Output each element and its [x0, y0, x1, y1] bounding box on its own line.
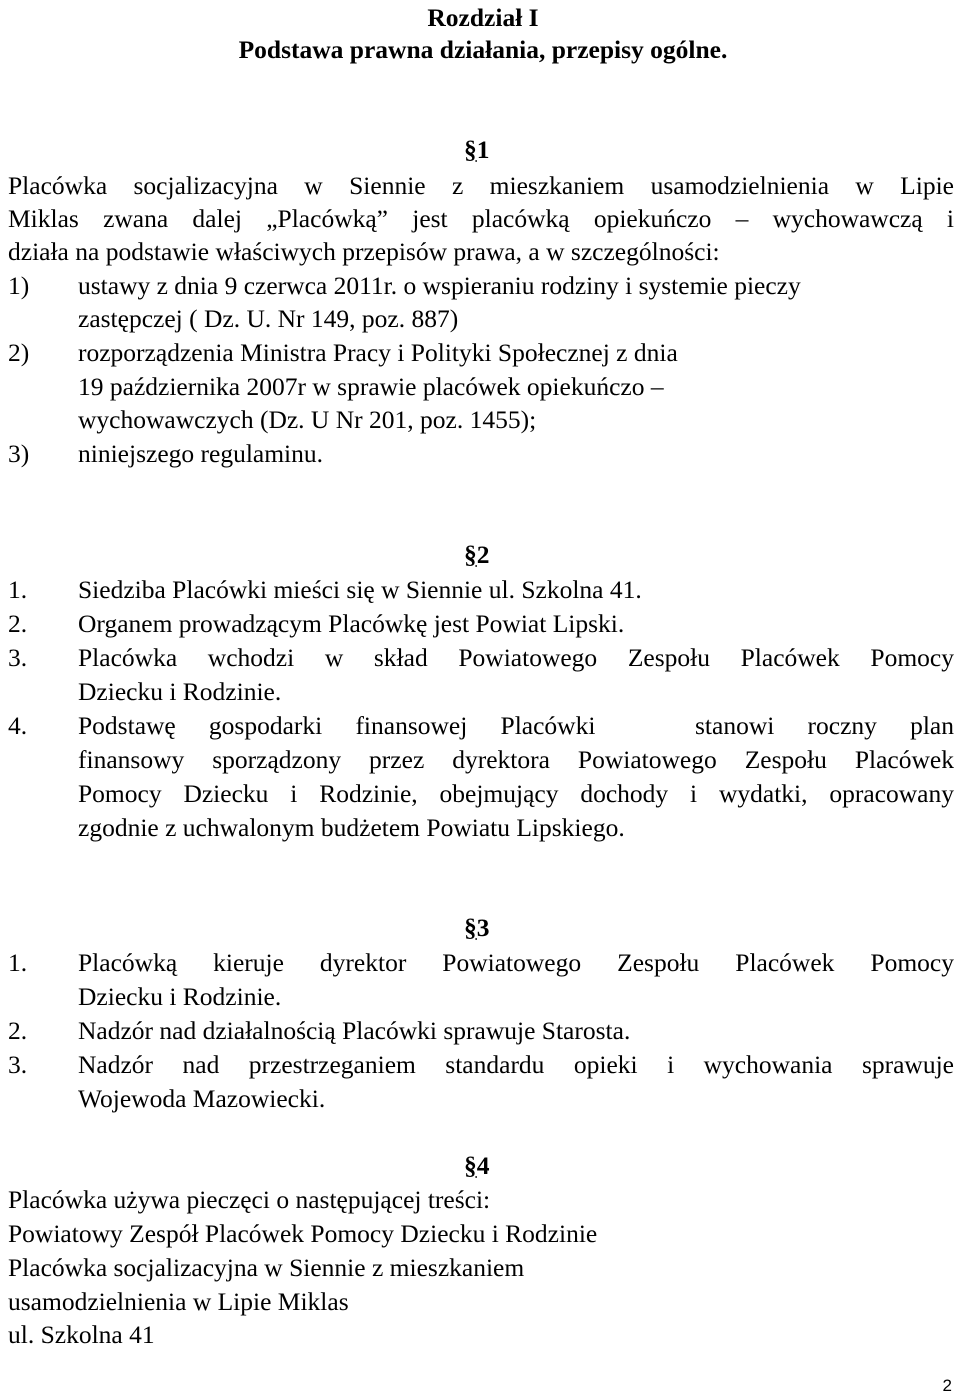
section-number: 4	[476, 1151, 490, 1180]
list-item-line: Podstawę gospodarki finansowej Placówki stanowi roczny plan	[78, 711, 954, 740]
list-item-number: 3.	[8, 1050, 28, 1079]
list-item-line: rozporządzenia Ministra Pracy i Polityki Społecznej z dnia	[78, 338, 678, 367]
list-item-number: 2.	[8, 609, 28, 638]
section-number: 2	[476, 540, 490, 569]
section-heading-2	[464, 539, 490, 572]
list-item-line: Nadzór nad przestrzeganiem standardu opieki i wychowania sprawuje	[78, 1050, 954, 1079]
paragraph-line: Placówka używa pieczęci o następującej treści:	[8, 1185, 491, 1214]
list-item-number: 1)	[8, 271, 30, 300]
list-item-line: Dziecku i Rodzinie.	[78, 677, 282, 706]
list-item-line: finansowy sporządzony przez dyrektora Powiatowego Zespołu Placówek	[78, 745, 954, 774]
list-item-line: niniejszego regulaminu.	[78, 439, 324, 468]
chapter-title: Rozdział I	[427, 3, 539, 32]
stamp-text-line: Powiatowy Zespół Placówek Pomocy Dziecku i Rodzinie	[8, 1219, 598, 1248]
paragraph-line: Placówka socjalizacyjna w Siennie z mieszkaniem usamodzielnienia w Lipie	[8, 171, 954, 200]
list-item-line: Dziecku i Rodzinie.	[78, 982, 282, 1011]
section-symbol: §	[464, 135, 477, 164]
list-item-number: 3)	[8, 439, 30, 468]
list-item-line: Wojewoda Mazowiecki.	[78, 1084, 326, 1113]
section-heading-1	[464, 134, 490, 167]
section-number: 1	[476, 135, 490, 164]
list-item-line: zgodnie z uchwalonym budżetem Powiatu Lipskiego.	[78, 813, 625, 842]
list-item-line: Placówką kieruje dyrektor Powiatowego Zespołu Placówek Pomocy	[78, 948, 954, 977]
paragraph-line: Miklas zwana dalej „Placówką” jest placówką opiekuńczo – wychowawczą i	[8, 204, 954, 233]
stamp-text-line: Placówka socjalizacyjna w Siennie z mieszkaniem	[8, 1253, 525, 1282]
list-item-line: Nadzór nad działalnością Placówki sprawuje Starosta.	[78, 1016, 631, 1045]
section-heading-3	[464, 912, 490, 945]
list-item-line: Siedziba Placówki mieści się w Siennie ul. Szkolna 41.	[78, 575, 642, 604]
page-number: 2	[942, 1376, 952, 1395]
list-item-line: Pomocy Dziecku i Rodzinie, obejmujący dochody i wydatki, opracowany	[78, 779, 954, 808]
stamp-text-line: ul. Szkolna 41	[8, 1320, 155, 1349]
chapter-subtitle: Podstawa prawna działania, przepisy ogólne.	[238, 35, 728, 64]
list-item-line: Placówka wchodzi w skład Powiatowego Zespołu Placówek Pomocy	[78, 643, 954, 672]
list-item-line: wychowawczych (Dz. U Nr 201, poz. 1455);	[78, 405, 537, 434]
section-symbol: §	[464, 540, 477, 569]
list-item-line: ustawy z dnia 9 czerwca 2011r. o wspieraniu rodziny i systemie pieczy	[78, 271, 801, 300]
list-item-number: 3.	[8, 643, 28, 672]
section-number: 3	[476, 913, 490, 942]
list-item-number: 2)	[8, 338, 30, 367]
list-item-line: zastępczej ( Dz. U. Nr 149, poz. 887)	[78, 304, 459, 333]
list-item-number: 1.	[8, 575, 28, 604]
section-symbol: §	[464, 1151, 477, 1180]
paragraph-line: działa na podstawie właściwych przepisów prawa, a w szczególności:	[8, 237, 720, 266]
list-item-number: 2.	[8, 1016, 28, 1045]
section-heading-4	[464, 1150, 490, 1183]
list-item-number: 1.	[8, 948, 28, 977]
section-symbol: §	[464, 913, 477, 942]
list-item-line: 19 października 2007r w sprawie placówek opiekuńczo –	[78, 372, 664, 401]
stamp-text-line: usamodzielnienia w Lipie Miklas	[8, 1287, 349, 1316]
list-item-line: Organem prowadzącym Placówkę jest Powiat Lipski.	[78, 609, 625, 638]
list-item-number: 4.	[8, 711, 28, 740]
